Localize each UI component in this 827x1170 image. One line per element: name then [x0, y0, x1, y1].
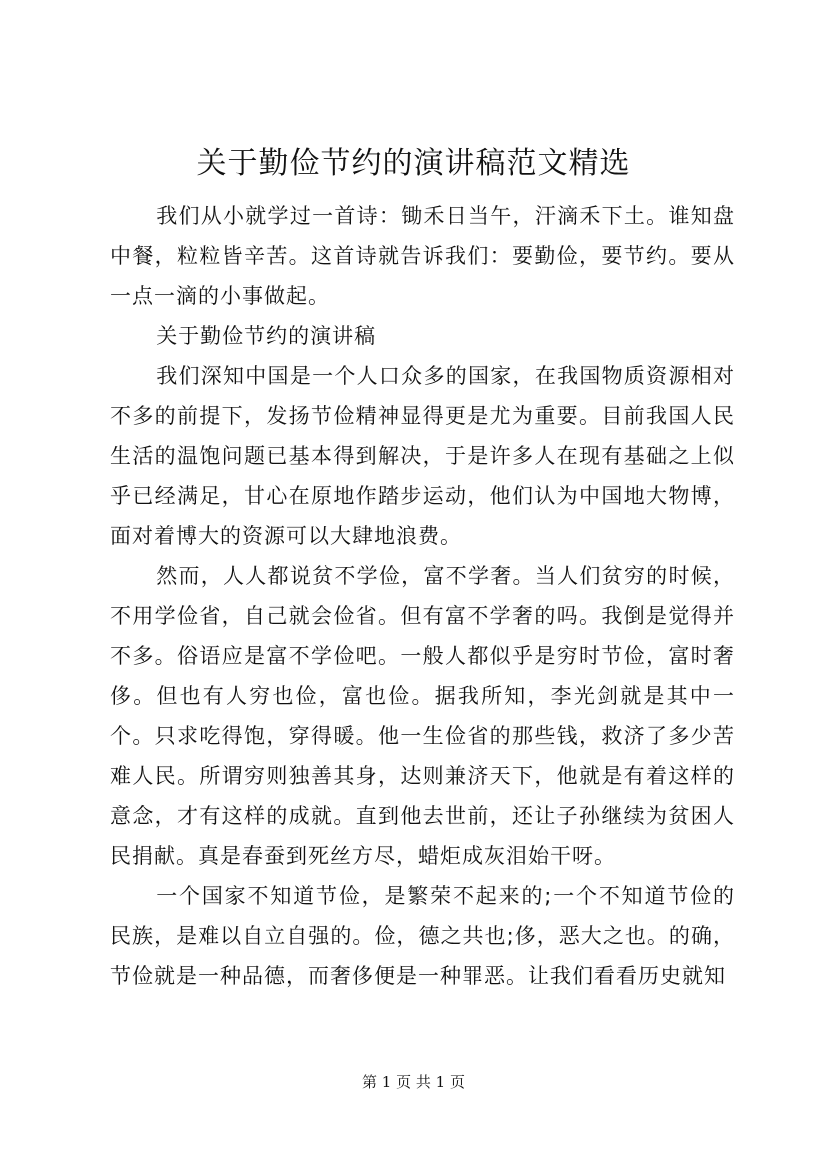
paragraph-intro: 我们从小就学过一首诗：锄禾日当午，汗滴禾下土。谁知盘中餐，粒粒皆辛苦。这首诗就告诉我们：要勤俭，要节约。要从一点一滴的小事做起。 [110, 204, 735, 308]
section-heading: 关于勤俭节约的演讲稿 [156, 324, 377, 348]
document-body [110, 196, 735, 996]
paragraph-frugality: 然而，人人都说贫不学俭，富不学奢。当人们贫穷的时候，不用学俭省，自己就会俭省。但有富不学奢的吗。我倒是觉得并不多。俗语应是富不学俭吧。一般人都似乎是穷时节俭，富时奢侈。但也有人穷也俭，富也俭。据我所知，李光剑就是其中一个。只求吃得饱，穿得暖。他一生俭省的那些钱，救济了多少苦难人民。所谓穷则独善其身，达则兼济天下，他就是有着这样的意念，才有这样的成就。直到他去世前，还让子孙继续为贫困人民捐献。真是春蚕到死丝方尽，蜡炬成灰泪始干呀。 [110, 564, 735, 868]
document-title: 关于勤俭节约的演讲稿范文精选 [196, 146, 631, 181]
paragraph-resources: 我们深知中国是一个人口众多的国家，在我国物质资源相对不多的前提下，发扬节俭精神显得更是尤为重要。目前我国人民生活的温饱问题已基本得到解决，于是许多人在现有基础之上似乎已经满足，甘心在原地作踏步运动，他们认为中国地大物博，面对着博大的资源可以大肆地浪费。 [110, 364, 735, 548]
page-footer: 第 1 页 共 1 页 [362, 1073, 465, 1091]
paragraph-nation: 一个国家不知道节俭，是繁荣不起来的;一个不知道节俭的民族，是难以自立自强的。俭，德之共也;侈，恶大之也。的确，节俭就是一种品德，而奢侈便是一种罪恶。让我们看看历史就知 [110, 884, 735, 988]
